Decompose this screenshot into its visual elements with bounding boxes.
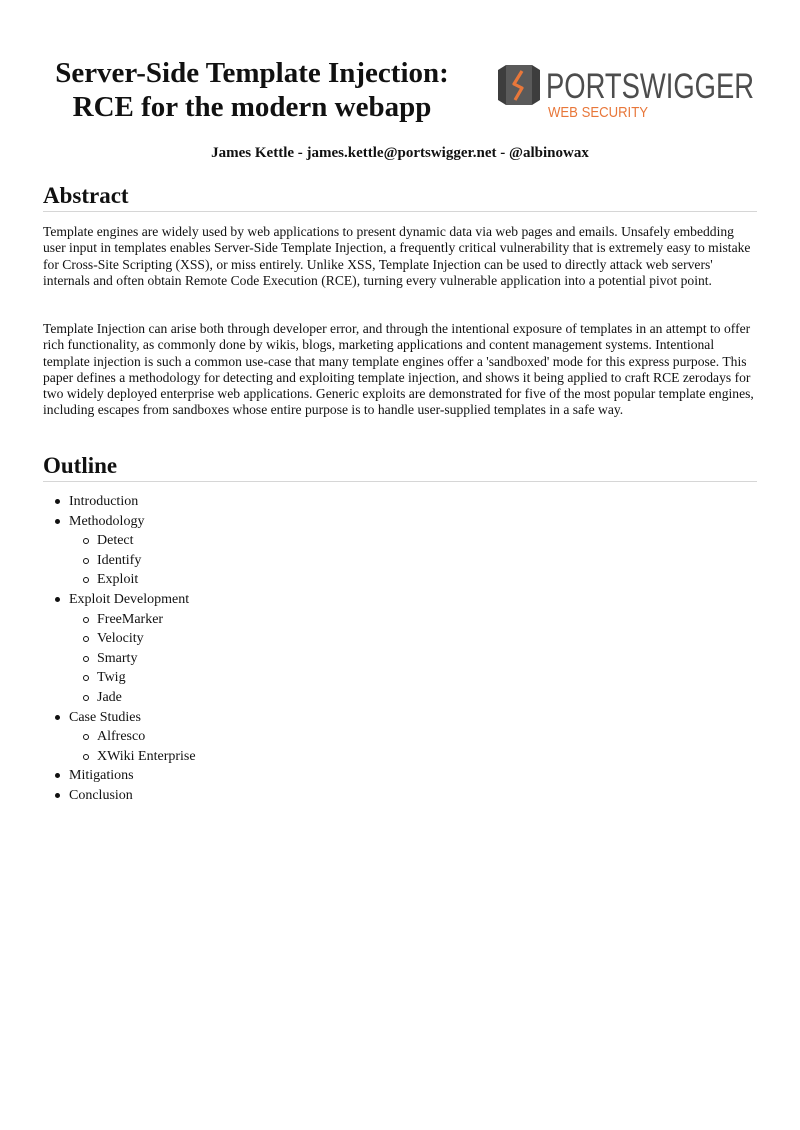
outline-item-exploit-development: Exploit Development FreeMarker Velocity Smarty Twig Jade: [69, 590, 196, 708]
outline-subitem-identify: Identify: [97, 551, 196, 571]
outline-sublist-methodology: [69, 531, 196, 590]
outline-sublist-case-studies: [69, 727, 196, 766]
portswigger-logo: [496, 62, 758, 120]
outline-subitem-jade: Jade: [97, 688, 196, 708]
paper-title: [30, 56, 474, 124]
abstract-paragraph-1: Template engines are widely used by web applications to present dynamic data via web pages and emails. Unsafely embedding user input in templates enables Server-Side Template Injection, a frequently critical vulnerability that is extremely easy to mistake for Cross-Site Scripting (XSS), or miss entirely. Unlike XSS, Template Injection can be used to directly attack web servers' internals and often obtain Remote Code Execution (RCE), turning every vulnerable application into a potential pivot point.: [43, 224, 751, 288]
outline-subitem-twig: Twig: [97, 668, 196, 688]
outline-item-introduction: Introduction: [69, 492, 196, 512]
outline-sublist-exploit-development: [69, 610, 196, 708]
outline-subitem-velocity: Velocity: [97, 629, 196, 649]
title-line-2: RCE for the modern webapp: [72, 91, 432, 123]
outline-subitem-alfresco: Alfresco: [97, 727, 196, 747]
outline-heading: Outline: [43, 452, 757, 482]
outline-subitem-exploit: Exploit: [97, 570, 196, 590]
outline-subitem-detect: Detect: [97, 531, 196, 551]
abstract-heading: Abstract: [43, 182, 757, 212]
outline-subitem-xwiki-enterprise: XWiki Enterprise: [97, 747, 196, 767]
outline-list: [69, 492, 196, 806]
outline-item-mitigations: Mitigations: [69, 766, 196, 786]
logo-tagline: WEB SECURITY: [548, 104, 648, 121]
outline-item-case-studies: Case Studies Alfresco XWiki Enterprise: [69, 708, 196, 767]
abstract-paragraph-2: Template Injection can arise both through developer error, and through the intentional exposure of templates in an attempt to offer rich functionality, as commonly done by wikis, blogs, marketing applications and content management systems. Intentional template injection is such a common use-case that many template engines offer a 'sandboxed' mode for this express purpose. This paper defines a methodology for detecting and exploiting template injection, and shows it being applied to craft RCE zerodays for two widely deployed enterprise web applications. Generic exploits are demonstrated for five of the most popular template engines, including escapes from sandboxes whose entire purpose is to handle user-supplied templates in a safe way.: [43, 321, 754, 418]
outline-subitem-freemarker: FreeMarker: [97, 610, 196, 630]
title-line-1: Server-Side Template Injection:: [55, 57, 449, 89]
logo-name: PORTSWIGGER: [546, 67, 754, 106]
author-line: James Kettle - james.kettle@portswigger.net - @albinowax: [211, 145, 589, 161]
outline-subitem-smarty: Smarty: [97, 649, 196, 669]
outline-item-conclusion: Conclusion: [69, 786, 196, 806]
outline-item-methodology: Methodology Detect Identify Exploit: [69, 512, 196, 590]
